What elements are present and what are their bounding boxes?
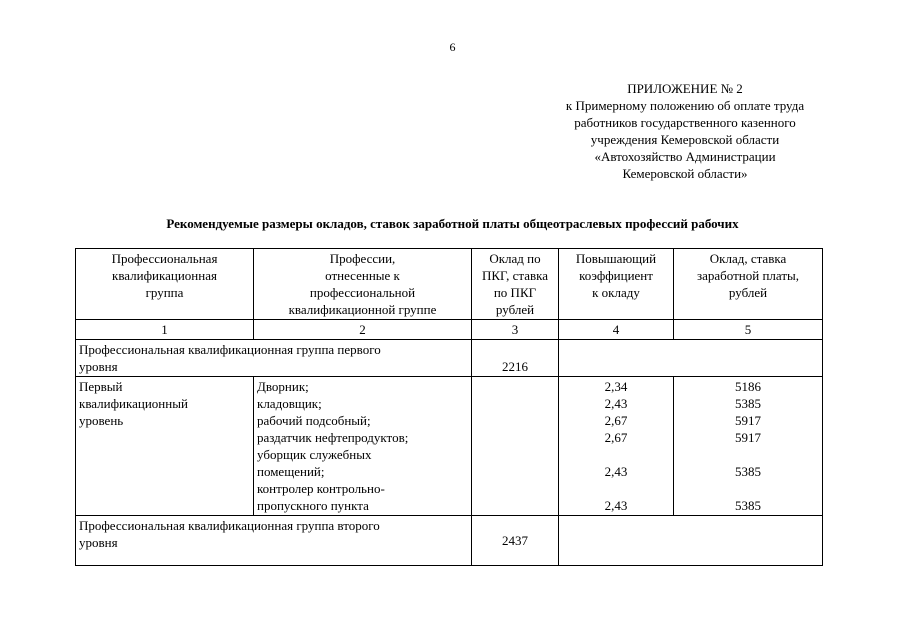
salary-table [75,248,823,566]
rate-value: 5186 [735,379,761,394]
header-line: заработной платы, [696,268,799,283]
profession-line: помещений; [257,464,325,479]
rate-list [674,377,823,516]
page-number: 6 [449,40,456,54]
profession-line: раздатчик нефтепродуктов; [257,430,409,445]
rate-value: 5917 [735,413,761,428]
coefficient-value: 2,43 [604,498,628,513]
group-salary: 2216 [472,340,559,377]
rate-value: 5385 [735,464,761,479]
appendix-header [530,80,840,182]
column-number: 2 [254,320,472,340]
column-number: 4 [559,320,674,340]
level-name-line: уровень [79,413,124,428]
header-base-salary [472,249,559,320]
header-line: отнесенные к [325,268,400,283]
header-line: квалификационная [112,268,217,283]
header-professions [254,249,472,320]
profession-line: Дворник; [257,379,309,394]
rate-value: 5917 [735,430,761,445]
header-line: группа [145,285,184,300]
level-salary-empty [472,377,559,516]
coefficient-value: 2,43 [604,396,628,411]
appendix-line: «Автохозяйство Администрации [594,149,776,164]
rate-value: 5385 [735,396,761,411]
header-line: Оклад по [489,251,541,266]
header-line: рублей [495,302,535,317]
profession-line: кладовщик; [257,396,322,411]
header-line: Профессиональная [111,251,218,266]
profession-line: уборщик служебных [257,447,372,462]
header-qualification-group [76,249,254,320]
column-number: 3 [472,320,559,340]
header-line: по ПКГ [493,285,537,300]
group-name-line: уровня [79,359,118,374]
header-line: к окладу [592,285,640,300]
group-name [76,340,472,377]
level-row [76,377,823,516]
level-name-line: Первый [79,379,123,394]
header-line: профессиональной [309,285,416,300]
profession-line: пропускного пункта [257,498,369,513]
group-name-line: уровня [79,535,118,550]
group-salary: 2437 [472,516,559,566]
appendix-title: ПРИЛОЖЕНИЕ № 2 [627,81,743,96]
header-line: квалификационной группе [288,302,437,317]
profession-list [254,377,472,516]
header-line: Профессии, [329,251,396,266]
group-row [76,516,823,566]
level-name [76,377,254,516]
column-number-row [76,320,823,340]
coefficient-value: 2,67 [604,430,628,445]
appendix-line: Кемеровской области» [622,166,748,181]
header-coefficient [559,249,674,320]
appendix-line: работников государственного казенного [574,115,796,130]
coefficient-value: 2,67 [604,413,628,428]
group-empty-cell [559,340,823,377]
header-line: рублей [728,285,768,300]
header-line: коэффициент [579,268,653,283]
coefficient-value [562,480,670,497]
group-name-line: Профессиональная квалификационная группа второго [79,518,380,533]
coefficient-value: 2,43 [604,464,628,479]
header-rate [674,249,823,320]
profession-line: рабочий подсобный; [257,413,371,428]
group-name [76,516,472,566]
column-number: 1 [76,320,254,340]
rate-value: 5385 [735,498,761,513]
coefficient-list [559,377,674,516]
rate-value [677,480,819,497]
header-line: Повышающий [575,251,657,266]
group-row [76,340,823,377]
header-line: ПКГ, ставка [481,268,548,283]
document-title: Рекомендуемые размеры окладов, ставок заработной платы общеотраслевых профессий рабочих [166,216,739,231]
table-header-row [76,249,823,320]
coefficient-value [562,446,670,463]
profession-line: контролер контрольно- [257,481,385,496]
column-number: 5 [674,320,823,340]
appendix-line: к Примерному положению об оплате труда [565,98,805,113]
group-name-line: Профессиональная квалификационная группа первого [79,342,381,357]
group-empty-cell [559,516,823,566]
header-line: Оклад, ставка [709,251,787,266]
level-name-line: квалификационный [79,396,188,411]
rate-value [677,446,819,463]
coefficient-value: 2,34 [604,379,628,394]
appendix-line: учреждения Кемеровской области [590,132,780,147]
